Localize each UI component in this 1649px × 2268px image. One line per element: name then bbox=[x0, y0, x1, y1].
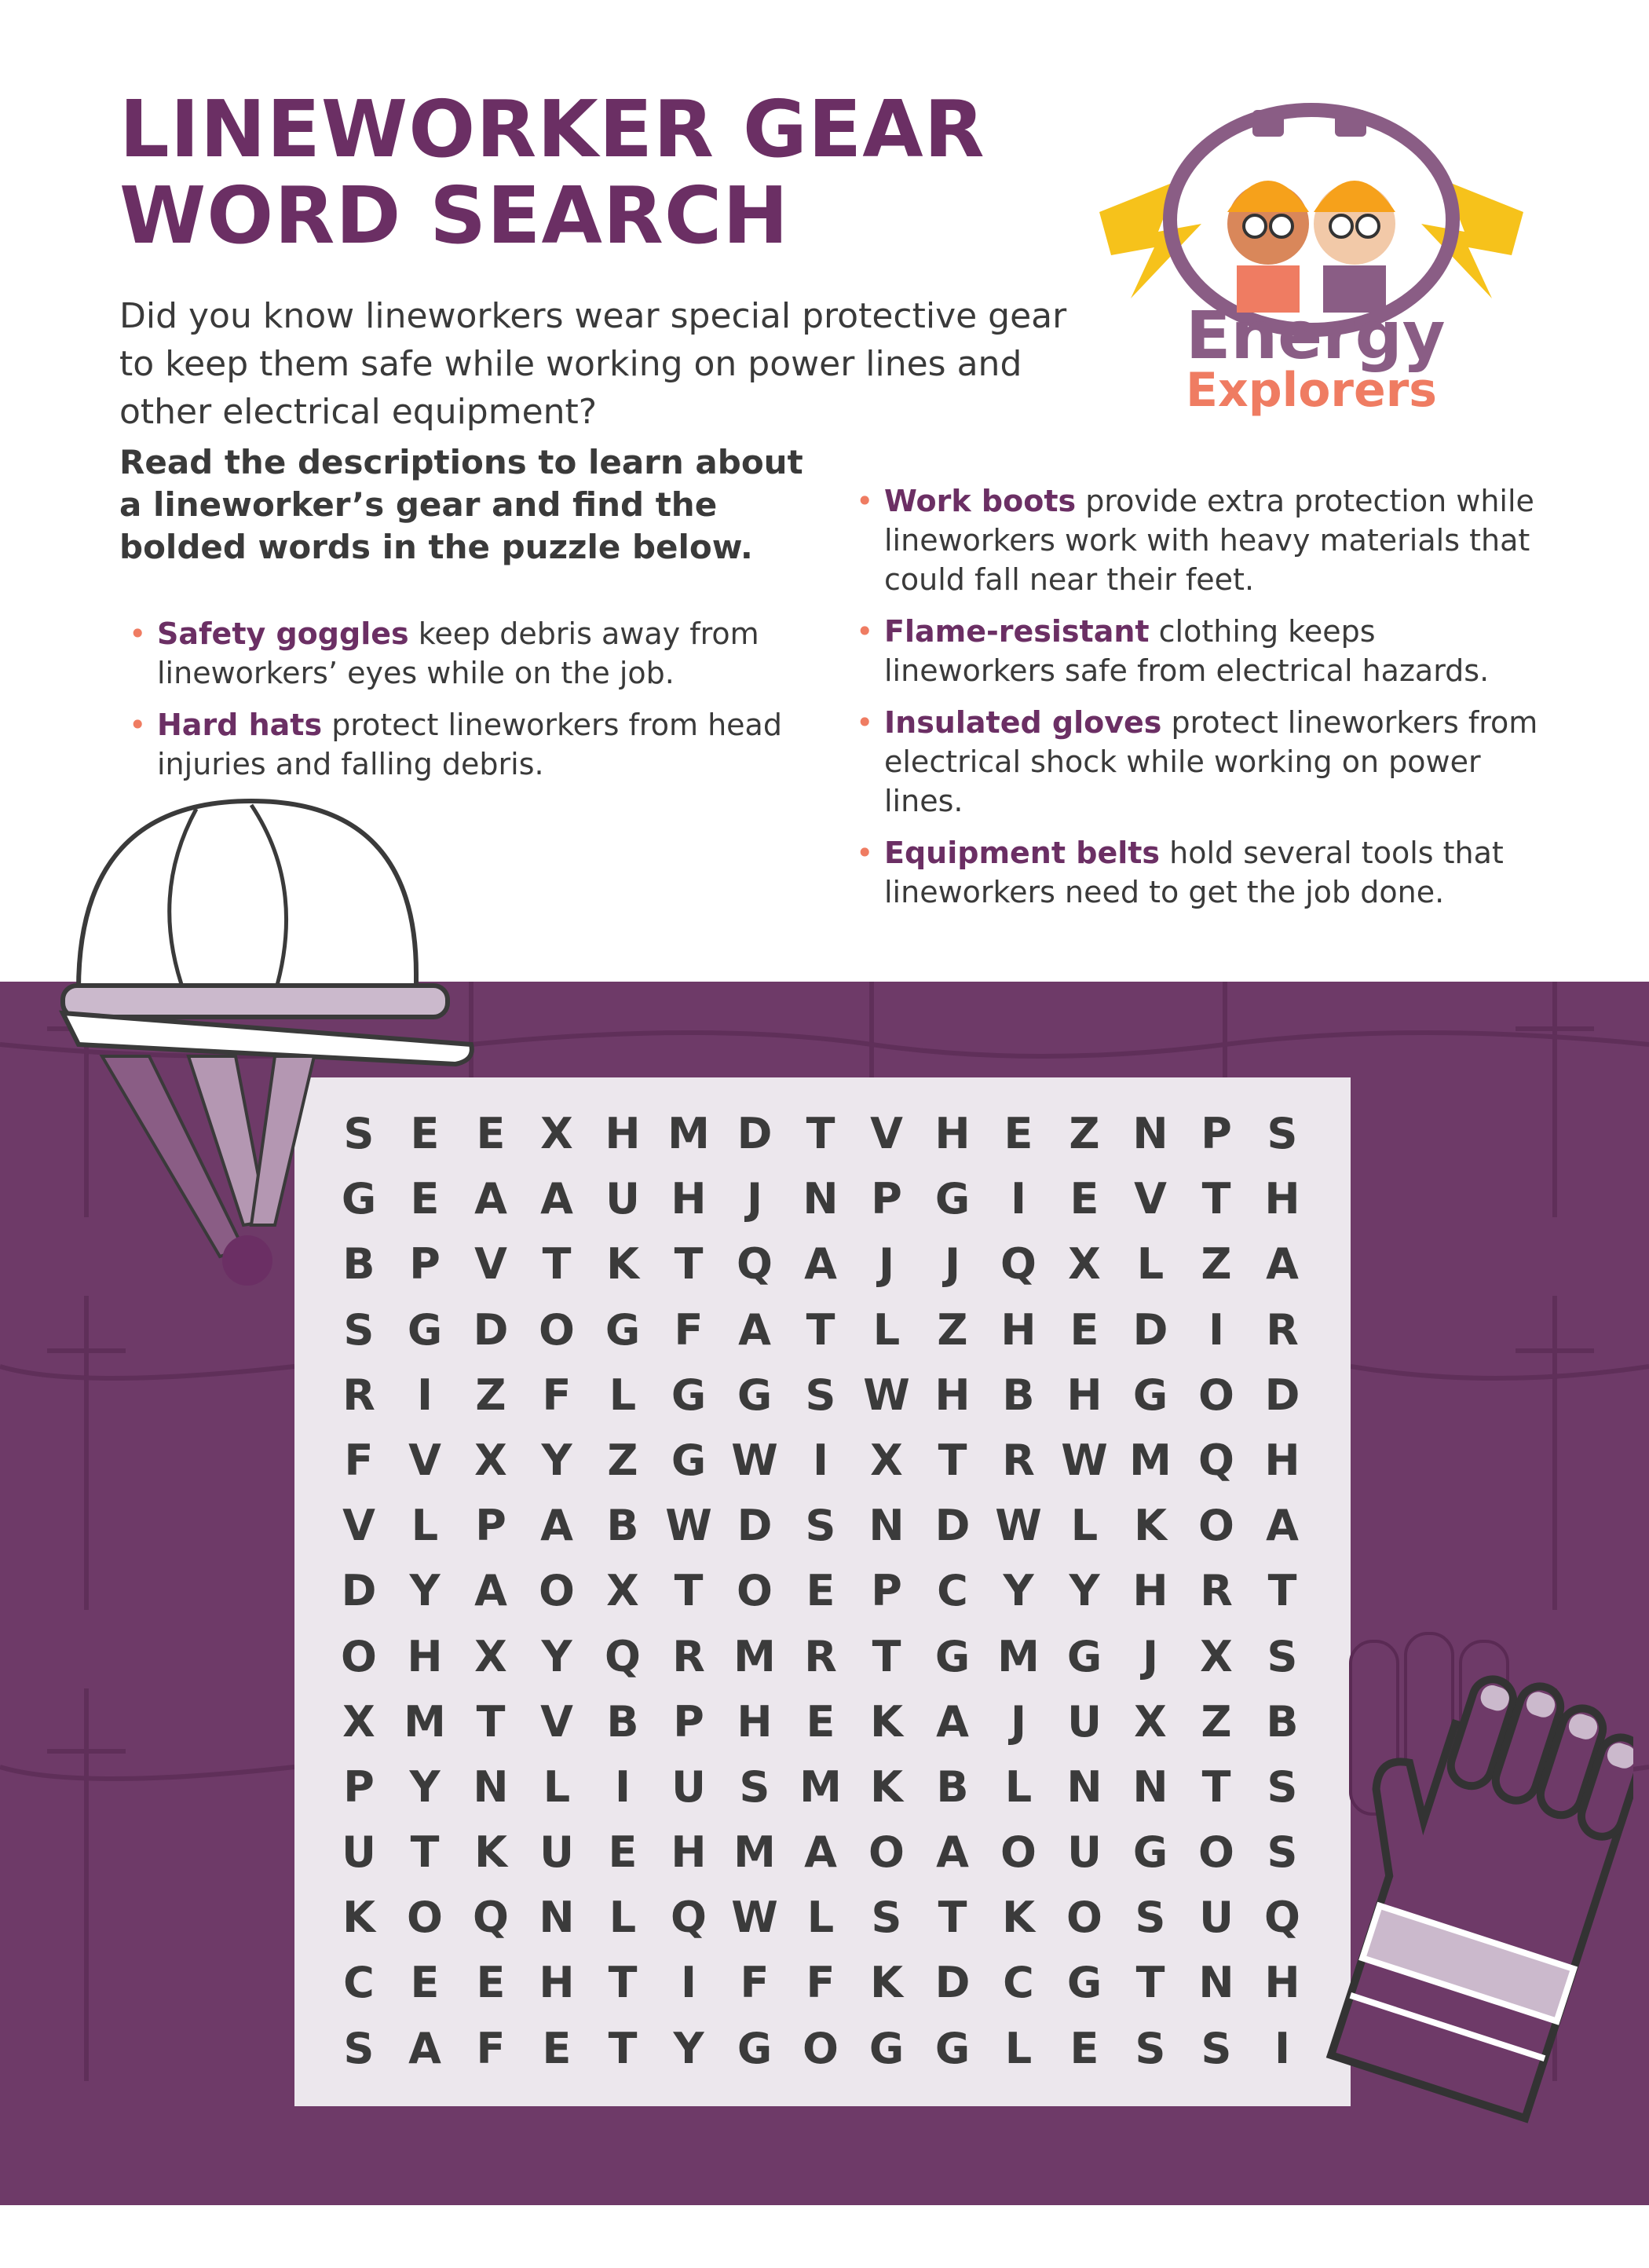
puzzle-letter[interactable]: X bbox=[342, 1696, 375, 1747]
puzzle-letter[interactable]: H bbox=[407, 1631, 443, 1681]
puzzle-letter[interactable]: T bbox=[938, 1893, 967, 1943]
puzzle-letter[interactable]: W bbox=[863, 1370, 910, 1420]
puzzle-letter[interactable]: Q bbox=[1000, 1239, 1037, 1289]
puzzle-letter[interactable]: T bbox=[1267, 1566, 1297, 1616]
puzzle-letter[interactable]: H bbox=[539, 1958, 575, 2008]
puzzle-row bbox=[326, 1428, 1382, 1493]
puzzle-letter[interactable]: I bbox=[1208, 1304, 1225, 1355]
puzzle-letter[interactable]: Y bbox=[1069, 1566, 1100, 1616]
puzzle-letter[interactable]: G bbox=[341, 1174, 377, 1224]
puzzle-letter[interactable]: D bbox=[341, 1566, 377, 1616]
puzzle-letter[interactable]: F bbox=[476, 2023, 506, 2073]
puzzle-letter[interactable]: J bbox=[1142, 1631, 1159, 1681]
puzzle-letter[interactable]: I bbox=[1274, 2023, 1291, 2073]
puzzle-letter[interactable]: T bbox=[938, 1435, 967, 1485]
puzzle-letter[interactable]: N bbox=[1132, 1109, 1168, 1158]
bullet-icon: • bbox=[129, 616, 147, 651]
puzzle-letter[interactable]: O bbox=[539, 1304, 575, 1355]
puzzle-row bbox=[326, 2016, 1382, 2081]
puzzle-letter[interactable]: X bbox=[606, 1566, 639, 1616]
puzzle-letter[interactable]: T bbox=[542, 1239, 572, 1289]
puzzle-letter[interactable]: U bbox=[1067, 1827, 1102, 1878]
puzzle-letter[interactable]: W bbox=[731, 1893, 778, 1943]
puzzle-letter[interactable]: K bbox=[606, 1239, 639, 1289]
puzzle-letter[interactable]: A bbox=[804, 1239, 837, 1289]
puzzle-letter[interactable]: S bbox=[1267, 1109, 1298, 1158]
bullet-icon: • bbox=[129, 708, 147, 742]
puzzle-letter[interactable]: K bbox=[342, 1893, 375, 1943]
puzzle-letter[interactable]: W bbox=[731, 1435, 778, 1485]
puzzle-letter[interactable]: J bbox=[944, 1239, 961, 1289]
puzzle-letter[interactable]: D bbox=[737, 1501, 773, 1551]
puzzle-letter[interactable]: Y bbox=[1003, 1566, 1034, 1616]
puzzle-letter[interactable]: K bbox=[1002, 1893, 1035, 1943]
puzzle-letter[interactable]: Q bbox=[473, 1893, 509, 1943]
puzzle-letter[interactable]: Z bbox=[1069, 1109, 1100, 1158]
puzzle-letter[interactable]: G bbox=[934, 2023, 971, 2073]
puzzle-row bbox=[326, 1754, 1382, 1820]
puzzle-letter[interactable]: P bbox=[871, 1566, 902, 1616]
puzzle-letter[interactable]: U bbox=[605, 1174, 640, 1224]
puzzle-letter[interactable]: V bbox=[1134, 1174, 1167, 1224]
puzzle-letter[interactable]: E bbox=[542, 2023, 572, 2073]
puzzle-letter[interactable]: I bbox=[812, 1435, 829, 1485]
puzzle-letter[interactable]: H bbox=[1264, 1435, 1300, 1485]
puzzle-letter[interactable]: B bbox=[1002, 1370, 1035, 1420]
puzzle-letter[interactable]: L bbox=[411, 1501, 439, 1551]
puzzle-letter[interactable]: P bbox=[673, 1696, 704, 1747]
puzzle-letter[interactable]: R bbox=[804, 1631, 837, 1681]
puzzle-letter[interactable]: V bbox=[474, 1239, 507, 1289]
puzzle-letter[interactable]: S bbox=[343, 1109, 375, 1158]
puzzle-letter[interactable]: S bbox=[1267, 1761, 1298, 1812]
puzzle-letter[interactable]: G bbox=[671, 1435, 707, 1485]
puzzle-letter[interactable]: Q bbox=[1198, 1435, 1234, 1485]
puzzle-letter[interactable]: B bbox=[606, 1696, 639, 1747]
puzzle-letter[interactable]: U bbox=[671, 1761, 706, 1812]
puzzle-letter[interactable]: K bbox=[870, 1761, 903, 1812]
puzzle-letter[interactable]: Q bbox=[1264, 1893, 1300, 1943]
puzzle-letter[interactable]: Y bbox=[541, 1631, 572, 1681]
insulated-glove-icon bbox=[1288, 1626, 1633, 2268]
puzzle-letter[interactable]: P bbox=[871, 1174, 902, 1224]
gear-item bbox=[846, 833, 1553, 912]
puzzle-row bbox=[326, 1558, 1382, 1623]
puzzle-letter[interactable]: F bbox=[542, 1370, 572, 1420]
puzzle-letter[interactable]: N bbox=[473, 1761, 509, 1812]
puzzle-letter[interactable]: Q bbox=[671, 1893, 707, 1943]
puzzle-letter[interactable]: G bbox=[671, 1370, 707, 1420]
puzzle-letter[interactable]: G bbox=[1066, 1958, 1102, 2008]
puzzle-letter[interactable]: O bbox=[539, 1566, 575, 1616]
puzzle-letter[interactable]: I bbox=[680, 1958, 697, 2008]
puzzle-letter[interactable]: G bbox=[1066, 1631, 1102, 1681]
intro-text: Did you know lineworkers wear special protective gear to keep them safe while working on power lines and other electrical equipment? bbox=[119, 296, 1067, 432]
puzzle-letter[interactable]: V bbox=[540, 1696, 573, 1747]
puzzle-letter[interactable]: B bbox=[936, 1761, 969, 1812]
gear-item bbox=[846, 481, 1553, 599]
puzzle-letter[interactable]: S bbox=[343, 1304, 375, 1355]
puzzle-letter[interactable]: E bbox=[1004, 1109, 1033, 1158]
bullet-icon: • bbox=[856, 614, 874, 649]
bullet-icon: • bbox=[856, 484, 874, 518]
hard-hat-icon bbox=[47, 785, 487, 1319]
puzzle-letter[interactable]: D bbox=[1132, 1304, 1168, 1355]
puzzle-letter[interactable]: H bbox=[671, 1174, 707, 1224]
puzzle-letter[interactable]: I bbox=[614, 1761, 631, 1812]
puzzle-letter[interactable]: J bbox=[746, 1174, 763, 1224]
puzzle-letter[interactable]: E bbox=[1069, 2023, 1099, 2073]
puzzle-letter[interactable]: N bbox=[868, 1501, 905, 1551]
puzzle-letter[interactable]: O bbox=[803, 2023, 839, 2073]
puzzle-letter[interactable]: A bbox=[936, 1696, 969, 1747]
puzzle-letter[interactable]: L bbox=[609, 1893, 637, 1943]
gear-item bbox=[846, 612, 1553, 690]
puzzle-letter[interactable]: N bbox=[803, 1174, 839, 1224]
puzzle-letter[interactable]: L bbox=[806, 1893, 835, 1943]
puzzle-letter[interactable]: F bbox=[674, 1304, 704, 1355]
puzzle-letter[interactable]: C bbox=[1003, 1958, 1034, 2008]
puzzle-letter[interactable]: A bbox=[540, 1174, 573, 1224]
puzzle-letter[interactable]: G bbox=[934, 1631, 971, 1681]
puzzle-letter[interactable]: S bbox=[1201, 2023, 1232, 2073]
puzzle-letter[interactable]: Y bbox=[673, 2023, 704, 2073]
puzzle-letter[interactable]: O bbox=[1198, 1370, 1234, 1420]
puzzle-letter[interactable]: S bbox=[805, 1370, 836, 1420]
puzzle-letter[interactable]: O bbox=[341, 1631, 377, 1681]
page-title bbox=[119, 83, 985, 262]
gear-term: Work boots bbox=[884, 484, 1077, 518]
gear-description: protect lineworkers from head injuries and falling debris. bbox=[157, 708, 782, 781]
gear-list-right bbox=[846, 481, 1553, 924]
puzzle-letter[interactable]: M bbox=[733, 1631, 776, 1681]
puzzle-letter[interactable]: H bbox=[934, 1370, 971, 1420]
puzzle-letter[interactable]: R bbox=[1266, 1304, 1299, 1355]
gear-description: keep debris away from lineworkers’ eyes while on the job. bbox=[157, 616, 759, 690]
puzzle-letter[interactable]: H bbox=[934, 1109, 971, 1158]
puzzle-letter[interactable]: H bbox=[1132, 1566, 1168, 1616]
gear-term: Insulated gloves bbox=[884, 705, 1162, 740]
puzzle-letter[interactable]: A bbox=[1266, 1501, 1299, 1551]
puzzle-letter[interactable]: G bbox=[605, 1304, 641, 1355]
puzzle-letter[interactable]: A bbox=[474, 1174, 507, 1224]
puzzle-letter[interactable]: Z bbox=[607, 1435, 638, 1485]
gear-term: Equipment belts bbox=[884, 836, 1161, 870]
puzzle-letter[interactable]: X bbox=[1200, 1631, 1233, 1681]
puzzle-letter[interactable]: R bbox=[342, 1370, 375, 1420]
puzzle-letter[interactable]: V bbox=[408, 1435, 441, 1485]
logo-text-explorers: Explorers bbox=[1186, 363, 1438, 418]
puzzle-letter[interactable]: F bbox=[740, 1958, 770, 2008]
puzzle-letter[interactable]: G bbox=[737, 1370, 773, 1420]
puzzle-letter[interactable]: H bbox=[1264, 1174, 1300, 1224]
puzzle-row bbox=[326, 1885, 1382, 1950]
puzzle-letter[interactable]: Y bbox=[409, 1761, 441, 1812]
puzzle-letter[interactable]: O bbox=[737, 1566, 773, 1616]
puzzle-letter[interactable]: L bbox=[1136, 1239, 1165, 1289]
puzzle-letter[interactable]: T bbox=[476, 1696, 506, 1747]
gear-list-left bbox=[119, 614, 826, 796]
puzzle-letter[interactable]: S bbox=[739, 1761, 770, 1812]
puzzle-letter[interactable]: T bbox=[806, 1304, 835, 1355]
gear-description: protect lineworkers from electrical shock while working on power lines. bbox=[884, 705, 1538, 818]
puzzle-letter[interactable]: E bbox=[410, 1109, 440, 1158]
puzzle-letter[interactable]: Q bbox=[737, 1239, 773, 1289]
puzzle-letter[interactable]: W bbox=[995, 1501, 1042, 1551]
puzzle-letter[interactable]: T bbox=[1201, 1761, 1231, 1812]
gear-item bbox=[846, 703, 1553, 821]
puzzle-letter[interactable]: T bbox=[608, 2023, 638, 2073]
puzzle-row bbox=[326, 1363, 1382, 1428]
gear-description: hold several tools that lineworkers need to get the job done. bbox=[884, 836, 1504, 909]
title-line-2: WORD SEARCH bbox=[119, 170, 789, 262]
puzzle-letter[interactable]: G bbox=[934, 1174, 971, 1224]
puzzle-letter[interactable]: J bbox=[878, 1239, 895, 1289]
puzzle-row bbox=[326, 1950, 1382, 2015]
puzzle-letter[interactable]: U bbox=[342, 1827, 376, 1878]
puzzle-letter[interactable]: M bbox=[997, 1631, 1040, 1681]
puzzle-letter[interactable]: L bbox=[1070, 1501, 1099, 1551]
puzzle-letter[interactable]: T bbox=[1201, 1174, 1231, 1224]
puzzle-letter[interactable]: H bbox=[671, 1827, 707, 1878]
puzzle-letter[interactable]: R bbox=[1200, 1566, 1233, 1616]
puzzle-letter[interactable]: E bbox=[410, 1174, 440, 1224]
puzzle-letter[interactable]: P bbox=[409, 1239, 441, 1289]
puzzle-letter[interactable]: G bbox=[737, 2023, 773, 2073]
puzzle-letter[interactable]: O bbox=[868, 1827, 905, 1878]
puzzle-letter[interactable]: K bbox=[870, 1696, 903, 1747]
puzzle-letter[interactable]: U bbox=[1199, 1893, 1234, 1943]
puzzle-letter[interactable]: O bbox=[1198, 1827, 1234, 1878]
puzzle-row bbox=[326, 1624, 1382, 1689]
gear-description: clothing keeps lineworkers safe from electrical hazards. bbox=[884, 614, 1490, 688]
puzzle-letter[interactable]: C bbox=[937, 1566, 968, 1616]
puzzle-letter[interactable]: Y bbox=[541, 1435, 572, 1485]
puzzle-letter[interactable]: I bbox=[1010, 1174, 1027, 1224]
gear-term: Safety goggles bbox=[157, 616, 409, 651]
puzzle-letter[interactable]: F bbox=[344, 1435, 374, 1485]
puzzle-row bbox=[326, 1689, 1382, 1754]
puzzle-letter[interactable]: E bbox=[806, 1566, 835, 1616]
puzzle-letter[interactable]: T bbox=[410, 1827, 440, 1878]
puzzle-letter[interactable]: E bbox=[608, 1827, 638, 1878]
title-line-1: LINEWORKER GEAR bbox=[119, 83, 985, 175]
gear-item bbox=[119, 705, 826, 784]
puzzle-letter[interactable]: A bbox=[540, 1501, 573, 1551]
puzzle-letter[interactable]: M bbox=[667, 1109, 710, 1158]
puzzle-letter[interactable]: L bbox=[1004, 2023, 1033, 2073]
puzzle-letter[interactable]: A bbox=[1266, 1239, 1299, 1289]
puzzle-letter[interactable]: W bbox=[1061, 1435, 1108, 1485]
bullet-icon: • bbox=[856, 836, 874, 870]
puzzle-letter[interactable]: T bbox=[872, 1631, 901, 1681]
puzzle-letter[interactable]: W bbox=[665, 1501, 712, 1551]
puzzle-letter[interactable]: S bbox=[1267, 1631, 1298, 1681]
puzzle-letter[interactable]: B bbox=[1266, 1696, 1299, 1747]
puzzle-letter[interactable]: S bbox=[343, 2023, 375, 2073]
puzzle-letter[interactable]: Z bbox=[1201, 1239, 1232, 1289]
puzzle-letter[interactable]: K bbox=[474, 1827, 507, 1878]
puzzle-letter[interactable]: R bbox=[672, 1631, 705, 1681]
puzzle-letter[interactable]: D bbox=[934, 1958, 971, 2008]
puzzle-letter[interactable]: E bbox=[1069, 1174, 1099, 1224]
puzzle-row bbox=[326, 1820, 1382, 1885]
puzzle-letter[interactable]: Z bbox=[475, 1370, 506, 1420]
puzzle-letter[interactable]: B bbox=[606, 1501, 639, 1551]
puzzle-row bbox=[326, 1493, 1382, 1558]
puzzle-letter[interactable]: S bbox=[1135, 2023, 1166, 2073]
puzzle-letter[interactable]: S bbox=[1267, 1827, 1298, 1878]
puzzle-letter[interactable]: M bbox=[1129, 1435, 1172, 1485]
gear-term: Hard hats bbox=[157, 708, 323, 742]
puzzle-letter[interactable]: P bbox=[343, 1761, 375, 1812]
puzzle-letter[interactable]: V bbox=[870, 1109, 903, 1158]
puzzle-letter[interactable]: K bbox=[870, 1958, 903, 2008]
puzzle-letter[interactable]: H bbox=[737, 1696, 773, 1747]
puzzle-letter[interactable]: N bbox=[1132, 1761, 1168, 1812]
puzzle-letter[interactable]: A bbox=[474, 1566, 507, 1616]
bullet-icon: • bbox=[856, 705, 874, 740]
puzzle-letter[interactable]: X bbox=[1068, 1239, 1101, 1289]
puzzle-letter[interactable]: K bbox=[1134, 1501, 1167, 1551]
puzzle-letter[interactable]: M bbox=[799, 1761, 842, 1812]
puzzle-letter[interactable]: A bbox=[408, 2023, 441, 2073]
puzzle-letter[interactable]: I bbox=[416, 1370, 433, 1420]
puzzle-letter[interactable]: J bbox=[1010, 1696, 1027, 1747]
puzzle-letter[interactable]: S bbox=[871, 1893, 902, 1943]
puzzle-letter[interactable]: H bbox=[1264, 1958, 1300, 2008]
puzzle-letter[interactable]: D bbox=[737, 1109, 773, 1158]
puzzle-letter[interactable]: G bbox=[407, 1304, 443, 1355]
puzzle-letter[interactable]: O bbox=[1066, 1893, 1102, 1943]
puzzle-letter[interactable]: D bbox=[934, 1501, 971, 1551]
puzzle-letter[interactable]: D bbox=[473, 1304, 509, 1355]
puzzle-letter[interactable]: Z bbox=[1201, 1696, 1232, 1747]
puzzle-letter[interactable]: P bbox=[1201, 1109, 1232, 1158]
puzzle-letter[interactable]: G bbox=[1132, 1370, 1168, 1420]
puzzle-letter[interactable]: R bbox=[1002, 1435, 1035, 1485]
puzzle-letter[interactable]: H bbox=[1066, 1370, 1102, 1420]
puzzle-letter[interactable]: A bbox=[804, 1827, 837, 1878]
puzzle-letter[interactable]: Q bbox=[605, 1631, 641, 1681]
puzzle-letter[interactable]: P bbox=[475, 1501, 506, 1551]
puzzle-letter[interactable]: T bbox=[674, 1239, 704, 1289]
puzzle-letter[interactable]: E bbox=[1069, 1304, 1099, 1355]
puzzle-letter[interactable]: V bbox=[342, 1501, 375, 1551]
puzzle-letter[interactable]: F bbox=[806, 1958, 835, 2008]
puzzle-letter[interactable]: S bbox=[805, 1501, 836, 1551]
puzzle-letter[interactable]: E bbox=[806, 1696, 835, 1747]
puzzle-letter[interactable]: O bbox=[407, 1893, 443, 1943]
gear-description: provide extra protection while lineworkers work with heavy materials that could fall near their feet. bbox=[884, 484, 1534, 597]
puzzle-letter[interactable]: U bbox=[1067, 1696, 1102, 1747]
puzzle-letter[interactable]: L bbox=[1004, 1761, 1033, 1812]
puzzle-letter[interactable]: M bbox=[733, 1827, 776, 1878]
puzzle-letter[interactable]: L bbox=[872, 1304, 901, 1355]
puzzle-letter[interactable]: T bbox=[1135, 1958, 1165, 2008]
puzzle-letter[interactable]: L bbox=[609, 1370, 637, 1420]
puzzle-letter[interactable]: B bbox=[342, 1239, 375, 1289]
puzzle-letter[interactable]: X bbox=[540, 1109, 573, 1158]
puzzle-letter[interactable]: U bbox=[539, 1827, 574, 1878]
puzzle-letter[interactable]: G bbox=[1132, 1827, 1168, 1878]
puzzle-letter[interactable]: E bbox=[410, 1958, 440, 2008]
puzzle-letter[interactable]: N bbox=[1198, 1958, 1234, 2008]
puzzle-letter[interactable]: M bbox=[404, 1696, 446, 1747]
puzzle-letter[interactable]: O bbox=[1198, 1501, 1234, 1551]
puzzle-letter[interactable]: A bbox=[738, 1304, 771, 1355]
puzzle-letter[interactable]: E bbox=[476, 1109, 506, 1158]
puzzle-letter[interactable]: D bbox=[1264, 1370, 1300, 1420]
logo-text-energy: Energy bbox=[1186, 297, 1446, 374]
puzzle-letter[interactable]: N bbox=[1066, 1761, 1102, 1812]
puzzle-letter[interactable]: A bbox=[936, 1827, 969, 1878]
puzzle-letter[interactable]: G bbox=[868, 2023, 905, 2073]
puzzle-letter[interactable]: X bbox=[1134, 1696, 1167, 1747]
instructions-text: Read the descriptions to learn about a lineworker’s gear and find the bolded words in the puzzle below. bbox=[119, 443, 803, 566]
puzzle-letter[interactable]: N bbox=[539, 1893, 575, 1943]
puzzle-letter[interactable]: O bbox=[1000, 1827, 1037, 1878]
gear-item bbox=[119, 614, 826, 693]
puzzle-letter[interactable]: E bbox=[476, 1958, 506, 2008]
puzzle-letter[interactable]: X bbox=[474, 1631, 507, 1681]
puzzle-letter[interactable]: C bbox=[343, 1958, 375, 2008]
puzzle-letter[interactable]: L bbox=[543, 1761, 571, 1812]
puzzle-letter[interactable]: X bbox=[870, 1435, 903, 1485]
puzzle-letter[interactable]: Y bbox=[409, 1566, 441, 1616]
puzzle-letter[interactable]: X bbox=[474, 1435, 507, 1485]
puzzle-letter[interactable]: Z bbox=[937, 1304, 968, 1355]
puzzle-letter[interactable]: T bbox=[806, 1109, 835, 1158]
puzzle-letter[interactable]: S bbox=[1135, 1893, 1166, 1943]
puzzle-letter[interactable]: H bbox=[605, 1109, 641, 1158]
puzzle-letter[interactable]: T bbox=[674, 1566, 704, 1616]
gear-term: Flame-resistant bbox=[884, 614, 1150, 649]
puzzle-letter[interactable]: T bbox=[608, 1958, 638, 2008]
puzzle-letter[interactable]: H bbox=[1000, 1304, 1037, 1355]
